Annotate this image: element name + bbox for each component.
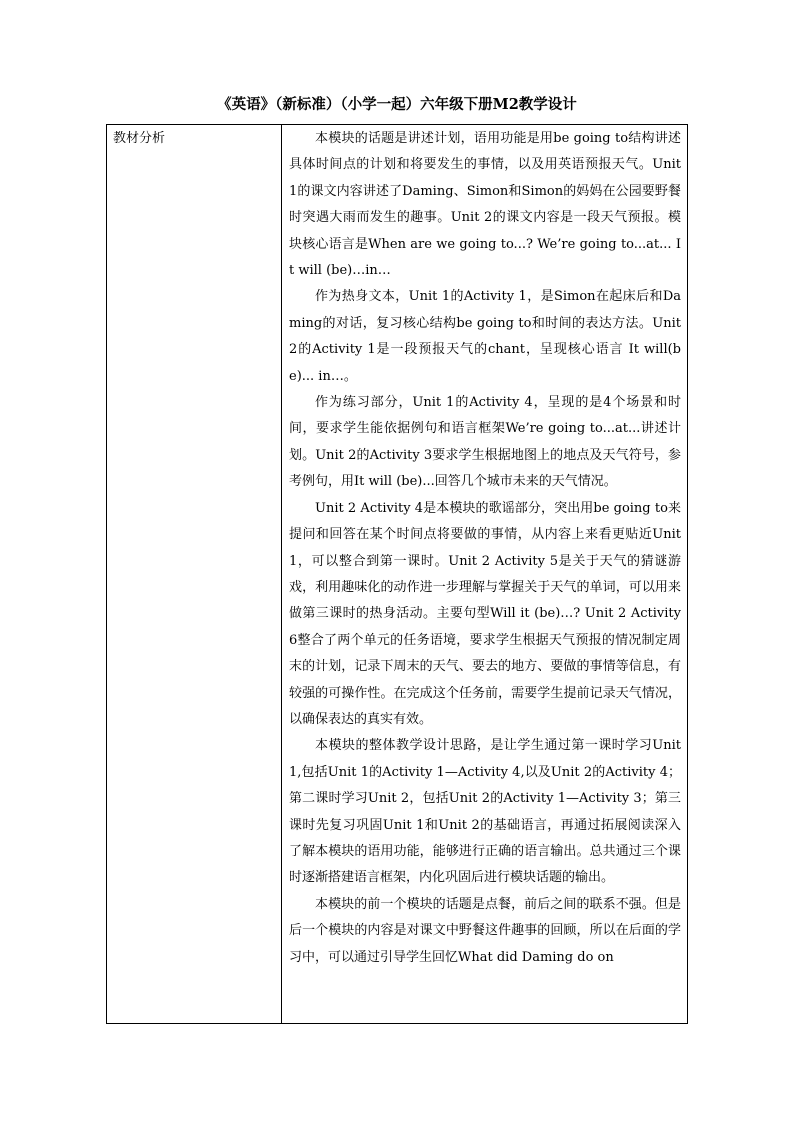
content-cell: [282, 125, 688, 1024]
table-row: [107, 125, 688, 1024]
paragraph-practice: 作为练习部分，Unit 1的Activity 4，呈现的是4个场景和时间，要求学生能依据例句和语言框架We’re going to...at...讲述计划。Unit 2的Activity 3要求学生根据地图上的地点及天气符号，参考例句，用It will (be)...回答几个城市未来的天气情况。: [289, 395, 681, 490]
paragraph-warmup: 作为热身文本，Unit 1的Activity 1，是Simon在起床后和Daming的对话，复习核心结构be going to和时间的表达方法。Unit 2的Activity 1是一段预报天气的chant，呈现核心语言 It will(be)... in…。: [289, 289, 681, 384]
paragraph-module-link: 本模块的前一个模块的话题是点餐，前后之间的联系不强。但是后一个模块的内容是对课文中野餐这件趣事的回顾，所以在后面的学习中，可以通过引导学生回忆What did Daming do on: [289, 896, 681, 965]
label-cell: [107, 125, 282, 1024]
paragraph-song: Unit 2 Activity 4是本模块的歌谣部分，突出用be going to来提问和回答在某个时间点将要做的事情，从内容上来看更贴近Unit 1，可以整合到第一课时。Unit 2 Activity 5是关于天气的猜谜游戏，利用趣味化的动作进一步理解与掌握关于天气的单词，可以用来做第三课时的热身活动。主要句型Will it (be)…? Unit 2 Activity 6整合了两个单元的任务语境，要求学生根据天气预报的情况制定周末的计划，记录下周末的天气、要去的地方、要做的事情等信息，有较强的可操作性。在完成这个任务前，需要学生提前记录天气情况，以确保表达的真实有效。: [289, 500, 681, 727]
paragraph-overall-design: 本模块的整体教学设计思路，是让学生通过第一课时学习Unit 1,包括Unit 1的Activity 1—Activity 4,以及Unit 2的Activity 4；第二课时学习Unit 2，包括Unit 2的Activity 1—Activity 3；第三课时先复习巩固Unit 1和Unit 2的基础语言，再通过拓展阅读深入了解本模块的语用功能，能够进行正确的语言输出。总共通过三个课时逐渐搭建语言框架，内化巩固后进行模块话题的输出。: [289, 738, 681, 886]
lesson-plan-table: [106, 124, 688, 1024]
row-label: 教材分析: [113, 131, 166, 146]
document-title: 《英语》（新标准）（小学一起）六年级下册M2教学设计: [217, 96, 577, 113]
paragraph-topic: 本模块的话题是讲述计划，语用功能是用be going to结构讲述具体时间点的计划和将要发生的事情，以及用英语预报天气。Unit 1的课文内容讲述了Daming、Simon和Simon的妈妈在公园要野餐时突遇大雨而发生的趣事。Unit 2的课文内容是一段天气预报。模块核心语言是When are we going to...? We’re going to...at... It will (be)…in…: [289, 131, 681, 279]
